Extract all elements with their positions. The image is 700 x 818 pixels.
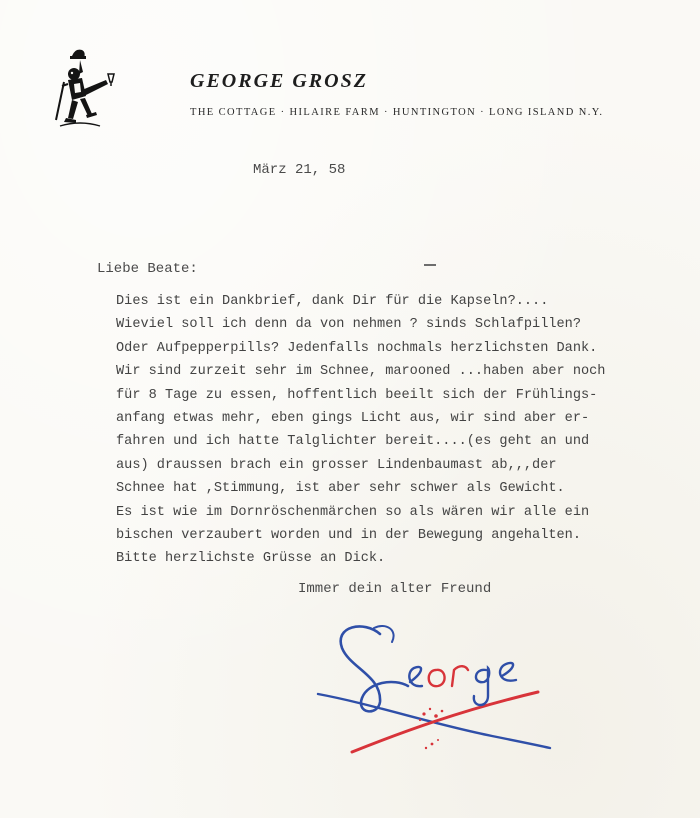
- letter-line: Wieviel soll ich denn da von nehmen ? sinds Schlafpillen?: [116, 317, 581, 333]
- signature: [312, 612, 562, 762]
- caricature-figure-icon: [50, 44, 128, 132]
- letter-line: Schnee hat ,Stimmung, ist aber sehr schwer als Gewicht.: [116, 481, 565, 497]
- letter-date: März 21, 58: [253, 162, 346, 178]
- letterhead-name: GEORGE GROSZ: [190, 70, 368, 92]
- letter-line: Oder Aufpepperpills? Jedenfalls nochmals herzlichsten Dank.: [116, 340, 598, 356]
- ink-mark: [424, 264, 436, 266]
- letter-line: Es ist wie im Dornröschenmärchen so als wären wir alle ein: [116, 504, 590, 520]
- letter-line: fahren und ich hatte Talglichter bereit....(es geht an und: [116, 434, 590, 450]
- letter-body: [116, 290, 656, 571]
- letter-line: bischen verzaubert worden und in der Bewegung angehalten.: [116, 527, 581, 543]
- letter-line: Bitte herzlichste Grüsse an Dick.: [116, 551, 386, 567]
- letterhead-address: THE COTTAGE · HILAIRE FARM · HUNTINGTON · LONG ISLAND N.Y.: [190, 107, 604, 118]
- letter-line: für 8 Tage zu essen, hoffentlich beeilt sich der Frühlings-: [116, 387, 598, 403]
- letter-salutation: Liebe Beate:: [97, 261, 198, 277]
- letter-line: aus) draussen brach ein grosser Lindenbaumast ab,,,der: [116, 457, 557, 473]
- letter-line: Wir sind zurzeit sehr im Schnee, marooned ...haben aber noch: [116, 364, 606, 380]
- letter-closing: Immer dein alter Freund: [298, 581, 492, 597]
- letter-line: Dies ist ein Dankbrief, dank Dir für die Kapseln?....: [116, 294, 549, 309]
- letter-line: anfang etwas mehr, eben gings Licht aus, wir sind aber er-: [116, 410, 590, 426]
